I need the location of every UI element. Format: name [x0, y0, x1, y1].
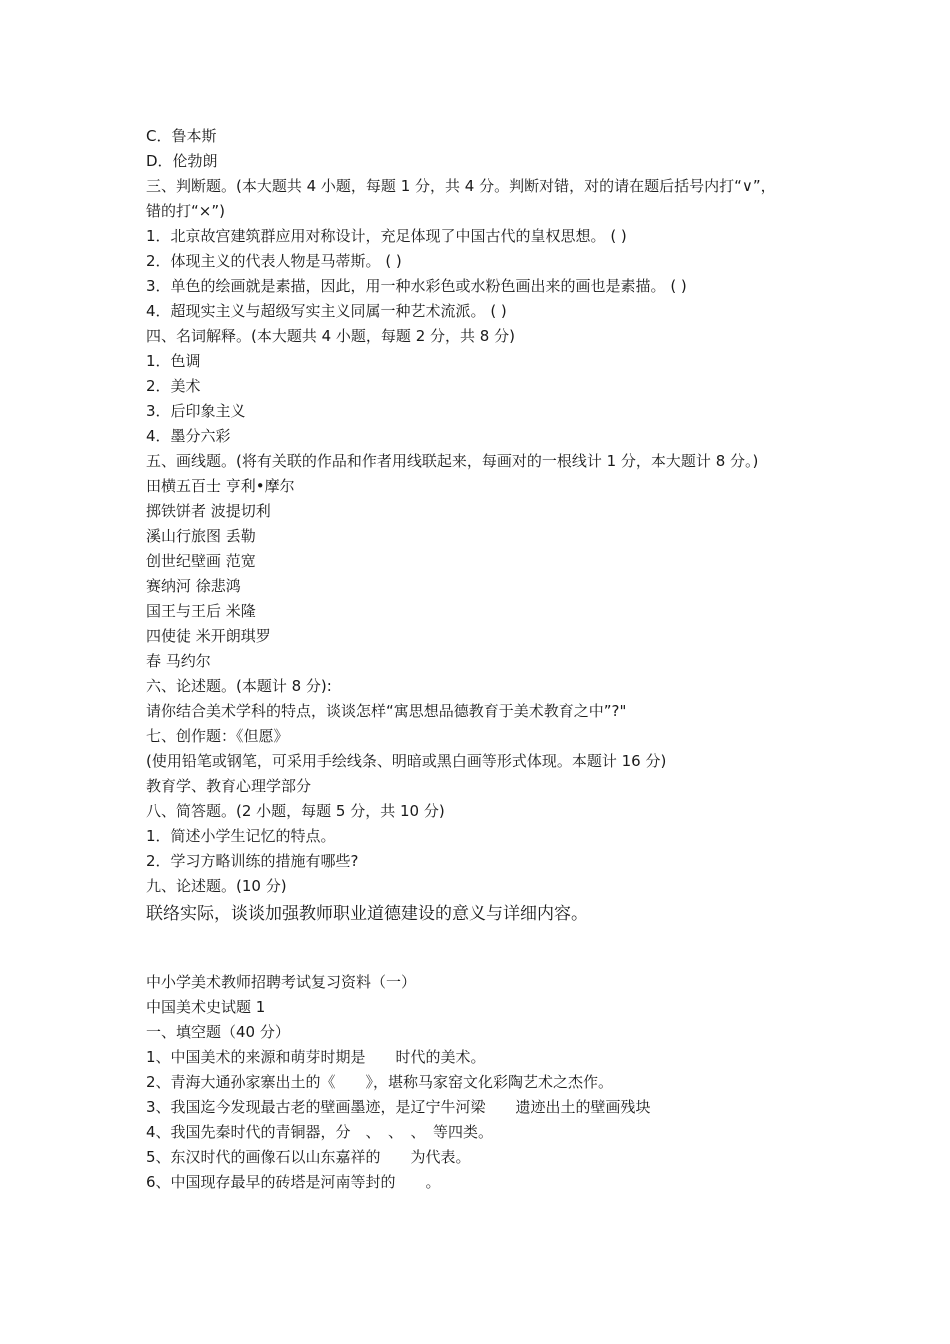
review-section [146, 970, 866, 1195]
question-item: 4、我国先秦时代的青铜器，分 、 、 、 等四类。 [146, 1123, 494, 1141]
question-item: 1．北京故宫建筑群应用对称设计，充足体现了中国古代的皇权思想。 ( ) [146, 227, 627, 245]
question-item: 4．超现实主义与超级写实主义同属一种艺术流派。 ( ) [146, 302, 507, 320]
question-item: 2．体现主义的代表人物是马蒂斯。 ( ) [146, 252, 402, 270]
question-item: 3、我国迄今发现最古老的壁画墨迹，是辽宁牛河梁 遗迹出土的壁画残块 [146, 1098, 651, 1116]
matching-item: 春 马约尔 [146, 652, 211, 670]
section-heading: 一、填空题（40 分） [146, 1023, 290, 1041]
text-line: 错的打“×”) [146, 202, 225, 220]
section-heading: 七、创作题：《但愿》 [146, 727, 289, 745]
document-page [146, 124, 866, 929]
test-title: 中国美术史试题 1 [146, 998, 266, 1016]
essay-prompt: 联络实际，谈谈加强教师职业道德建设的意义与详细内容。 [146, 904, 588, 924]
section-heading: 八、简答题。(2 小题，每题 5 分，共 10 分) [146, 802, 445, 820]
question-item: 2．美术 [146, 377, 201, 395]
question-item: 请你结合美术学科的特点，谈谈怎样“寓思想品德教育于美术教育之中”?" [146, 702, 627, 720]
question-item: 3．后印象主义 [146, 402, 246, 420]
section-heading: 四、名词解释。(本大题共 4 小题，每题 2 分，共 8 分) [146, 327, 515, 345]
text-line: C．鲁本斯 [146, 127, 217, 145]
text-line: 教育学、教育心理学部分 [146, 777, 312, 795]
matching-item: 溪山行旅图 丢勒 [146, 527, 256, 545]
question-item: 1．色调 [146, 352, 201, 370]
matching-item: 国王与王后 米隆 [146, 602, 256, 620]
text-line: D．伦勃朗 [146, 152, 218, 170]
question-item: 1．简述小学生记忆的特点。 [146, 827, 336, 845]
matching-item: 掷铁饼者 波提切利 [146, 502, 271, 520]
section-heading: 六、论述题。(本题计 8 分): [146, 677, 332, 695]
matching-item: 四使徒 米开朗琪罗 [146, 627, 271, 645]
question-item: 2．学习方略训练的措施有哪些? [146, 852, 359, 870]
section-heading: 三、判断题。(本大题共 4 小题，每题 1 分，共 4 分。判断对错，对的请在题后括号内打“∨”， [146, 177, 776, 195]
question-item: 5、东汉时代的画像石以山东嘉祥的 为代表。 [146, 1148, 471, 1166]
matching-item: 创世纪壁画 范宽 [146, 552, 256, 570]
question-item: 3．单色的绘画就是素描，因此，用一种水彩色或水粉色画出来的画也是素描。 ( ) [146, 277, 687, 295]
section-heading: 九、论述题。(10 分) [146, 877, 287, 895]
matching-item: 赛纳河 徐悲鸿 [146, 577, 241, 595]
question-item: 4．墨分六彩 [146, 427, 231, 445]
question-item: 6、中国现存最早的砖塔是河南等封的 。 [146, 1173, 441, 1191]
text-line: (使用铅笔或钢笔，可采用手绘线条、明暗或黑白画等形式体现。本题计 16 分) [146, 752, 667, 770]
section-heading: 五、画线题。(将有关联的作品和作者用线联起来，每画对的一根线计 1 分，本大题计 8 分。) [146, 452, 759, 470]
matching-item: 田横五百士 亨利•摩尔 [146, 477, 295, 495]
question-item: 2、青海大通孙家寨出土的《 》，堪称马家窑文化彩陶艺术之杰作。 [146, 1073, 614, 1091]
question-item: 1、中国美术的来源和萌芽时期是 时代的美术。 [146, 1048, 486, 1066]
document-title: 中小学美术教师招聘考试复习资料（一） [146, 973, 417, 991]
